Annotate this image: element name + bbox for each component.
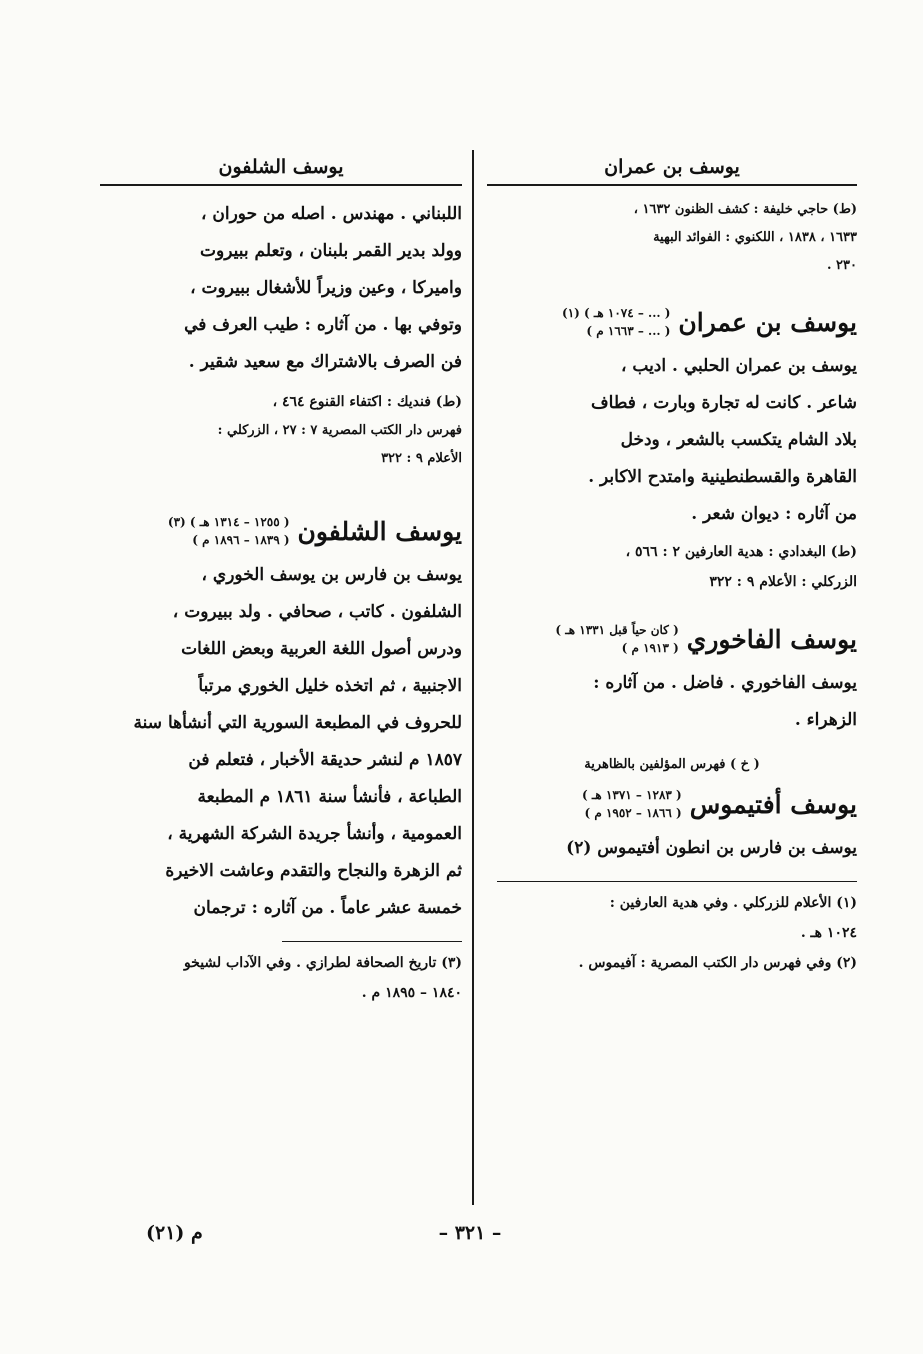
ref-line: ٢٣٠ .: [826, 258, 857, 273]
body-line: بلاد الشام يتكسب بالشعر ، ودخل: [620, 430, 857, 450]
body-line: ١٨٥٧ م لنشر حديقة الأخبار ، فتعلم فن: [188, 750, 462, 770]
entry-heading: [487, 621, 857, 657]
ref-line: ١٦٣٣ ، ١٨٣٨ ، اللكنوي : الفوائد البهية: [653, 230, 857, 245]
body-line: ثم الزهرة والنجاح والتقدم وعاشت الاخيرة: [165, 861, 462, 881]
continued-entry-body: [100, 196, 462, 381]
page-number: – ٣٢١ –: [438, 1222, 502, 1244]
footnote-line: (٢) وفي فهرس دار الكتب المصرية : آفيموس .: [578, 955, 857, 971]
gregorian-dates: ( ١٨٦٦ – ١٩٥٢ م ): [584, 806, 682, 820]
entry-name: يوسف الفاخوري: [686, 624, 857, 654]
body-line: الطباعة ، فأنشأ سنة ١٨٦١ م المطبعة: [197, 787, 462, 807]
footnote-rule: [497, 881, 857, 882]
footnote-line: ١٠٢٤ هـ .: [800, 925, 857, 941]
footnote-rule: [282, 941, 462, 942]
body-line: واميركا ، وعين وزيراً للأشغال ببيروت ،: [190, 278, 462, 298]
body-line: الشلفون . كاتب ، صحافي . ولد ببيروت ،: [172, 602, 462, 622]
gregorian-dates: ( ١٨٣٩ – ١٨٩٦ م ): [192, 533, 290, 547]
body-line: يوسف بن فارس بن انطون أفتيموس (٢): [566, 838, 857, 858]
ref-line: الزركلي : الأعلام ٩ : ٣٢٢: [709, 574, 857, 590]
hijri-dates: ( ... – ١٠٧٤ هـ ) (١): [562, 306, 671, 320]
entry-heading: [487, 786, 857, 822]
signature-mark: م (٢١): [146, 1222, 203, 1244]
body-line: فن الصرف بالاشتراك مع سعيد شقير .: [188, 352, 462, 372]
footnote-line: (٣) تاريخ الصحافة لطرازي . وفي الآداب لشيخو: [183, 955, 462, 971]
entry-references: [100, 387, 462, 473]
entry-body: [487, 665, 857, 739]
source-note: ( خ ) فهرس المؤلفين بالظاهرية: [584, 757, 760, 772]
body-line: شاعر . كانت له تجارة وبارت ، فطاف: [591, 393, 857, 413]
footnote-line: (١) الأعلام للزركلي . وفي هدية العارفين :: [609, 895, 857, 911]
hijri-dates: ( ١٢٨٣ – ١٣٧١ هـ ): [582, 788, 682, 802]
left-column: [100, 150, 462, 1008]
ref-line: (ط) البغدادي : هدية العارفين ٢ : ٥٦٦ ،: [625, 544, 857, 560]
body-line: الزهراء .: [794, 710, 857, 730]
entry-name: يوسف الشلفون: [297, 516, 462, 546]
entry-heading: [100, 513, 462, 549]
header-rule: [100, 184, 462, 186]
body-line: الاجنبية ، ثم اتخذه خليل الخوري مرتباً: [198, 676, 462, 696]
gregorian-dates: ( ١٩١٣ م ): [621, 641, 679, 655]
body-line: اللبناني . مهندس . اصله من حوران ،: [200, 204, 462, 224]
entry-name: يوسف أفتيموس: [689, 789, 857, 819]
ref-line: (ط) حاجي خليفة : كشف الظنون ١٦٣٢ ،: [633, 202, 857, 217]
header-rule: [487, 184, 857, 186]
ref-line: فهرس دار الكتب المصرية ٧ : ٢٧ ، الزركلي :: [217, 423, 462, 438]
entry-name: يوسف بن عمران: [678, 307, 857, 337]
body-line: يوسف الفاخوري . فاضل . من آثاره :: [593, 673, 857, 693]
body-line: من آثاره : ديوان شعر .: [691, 504, 857, 524]
footnotes: [100, 948, 462, 1008]
body-line: خمسة عشر عاماً . من آثاره : ترجمان: [193, 898, 462, 918]
footnote-line: ١٨٤٠ – ١٨٩٥ م .: [361, 985, 462, 1001]
entry-references: [487, 537, 857, 597]
body-line: يوسف بن عمران الحلبي . اديب ،: [620, 356, 857, 376]
entry-dates: [582, 786, 682, 822]
hijri-dates: ( كان حياً قبل ١٣٣١ هـ ): [555, 623, 679, 637]
entry-heading: [487, 304, 857, 340]
footnotes: [487, 888, 857, 978]
body-line: يوسف بن فارس بن يوسف الخوري ،: [201, 565, 462, 585]
left-column-header: يوسف الشلفون: [218, 156, 344, 178]
body-line: وولد بدير القمر بلبنان ، وتعلم ببيروت: [200, 241, 462, 261]
body-line: للحروف في المطبعة السورية التي أنشأها سنة: [133, 713, 462, 733]
right-column-header: يوسف بن عمران: [604, 156, 740, 178]
body-line: ودرس أصول اللغة العربية وبعض اللغات: [181, 639, 462, 659]
body-line: العمومية ، وأنشأ جريدة الشركة الشهرية ،: [167, 824, 462, 844]
entry-dates: [562, 304, 670, 340]
column-divider: [472, 150, 474, 1205]
entry-body: [487, 348, 857, 533]
gregorian-dates: ( ... – ١٦٦٣ م ): [586, 324, 671, 338]
ref-line: (ط) فنديك : اكتفاء القنوع ٤٦٤ ،: [272, 394, 462, 410]
body-line: القاهرة والقسطنطينية وامتدح الاكابر .: [588, 467, 857, 487]
entry-body: [100, 557, 462, 927]
hijri-dates: ( ١٢٥٥ – ١٣١٤ هـ ) (٣): [167, 515, 290, 529]
ref-line: الأعلام ٩ : ٣٢٢: [381, 451, 462, 466]
entry-dates: [555, 621, 678, 657]
right-column: [487, 150, 857, 978]
body-line: وتوفي بها . من آثاره : طيب العرف في: [184, 315, 462, 335]
intro-references: [487, 196, 857, 280]
entry-dates: [168, 513, 290, 549]
